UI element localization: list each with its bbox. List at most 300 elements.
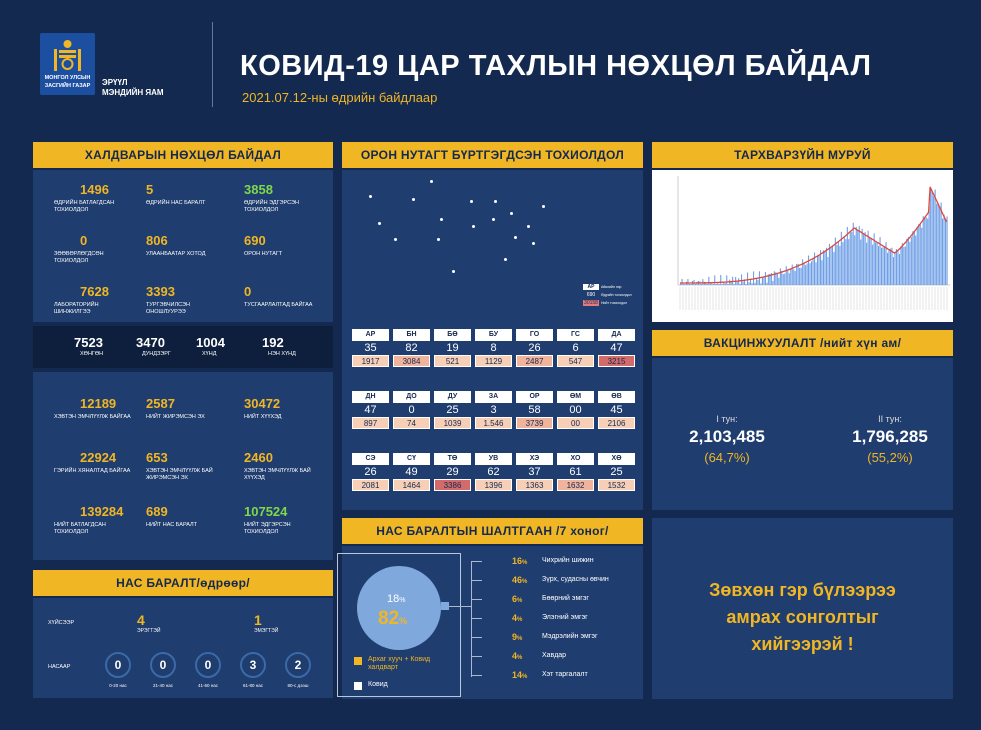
curve-bar bbox=[689, 284, 690, 285]
ministry-name-line1: ЭРҮҮЛ bbox=[102, 78, 128, 87]
dose2-value: 1,796,285 bbox=[852, 427, 928, 446]
curve-bar bbox=[845, 239, 846, 285]
curve-bar bbox=[717, 283, 718, 285]
stat-value: 30472 bbox=[244, 396, 281, 411]
curve-bar bbox=[798, 264, 799, 285]
curve-bar bbox=[945, 219, 946, 285]
region-code: ӨВ bbox=[598, 391, 635, 403]
stat-label: ТУСГААРЛАЛТАД БАЙГАА bbox=[244, 302, 313, 308]
male-deaths-label: ЭРЭГТЭЙ bbox=[137, 628, 161, 634]
region-total: 1917 bbox=[352, 355, 389, 367]
stat-value: 5 bbox=[146, 182, 154, 197]
curve-bar bbox=[830, 248, 831, 285]
cause-percent bbox=[512, 670, 538, 680]
cause-percent bbox=[512, 594, 538, 604]
curve-bar bbox=[728, 284, 729, 285]
curve-bar bbox=[711, 283, 712, 285]
stat-item bbox=[244, 396, 334, 421]
region-daily: 8 bbox=[490, 342, 497, 354]
region-total: 1632 bbox=[557, 479, 594, 491]
stat-label: ӨДРИЙН НАС БАРАЛТ bbox=[146, 200, 206, 206]
stat-item bbox=[54, 396, 144, 421]
region-daily: 0 bbox=[408, 404, 415, 416]
region-daily: 19 bbox=[446, 342, 459, 354]
curve-bar bbox=[939, 207, 940, 285]
region-cell bbox=[434, 453, 471, 491]
cause-label: Зүрх, судасны өвчин bbox=[542, 576, 609, 583]
curve-bar bbox=[722, 284, 723, 285]
region-total: 00 bbox=[557, 417, 594, 429]
curve-bar bbox=[897, 250, 898, 285]
region-cell bbox=[475, 329, 512, 367]
stat-label: НИЙТ НАС БАРАЛТ bbox=[146, 522, 198, 528]
region-code: ДО bbox=[393, 391, 430, 403]
stat-value: 3393 bbox=[146, 284, 175, 299]
curve-bar bbox=[926, 217, 927, 285]
region-code: ОР bbox=[516, 391, 553, 403]
stat-label: НИЙТ ЖИРЭМСЭН ЭХ bbox=[146, 414, 205, 420]
region-total: 3215 bbox=[598, 355, 635, 367]
cause-percent bbox=[512, 632, 538, 642]
curve-bar bbox=[854, 235, 855, 285]
region-code: УВ bbox=[475, 453, 512, 465]
region-total: 2106 bbox=[598, 417, 635, 429]
cause-branch-line bbox=[472, 561, 482, 562]
region-code: ӨМ bbox=[557, 391, 594, 403]
stat-value: 2460 bbox=[244, 450, 273, 465]
severity-value: 192 bbox=[262, 335, 284, 350]
curve-bar bbox=[875, 243, 876, 286]
cause-percent bbox=[512, 556, 538, 566]
curve-bar bbox=[938, 203, 939, 285]
region-code: ТӨ bbox=[434, 453, 471, 465]
curve-bar bbox=[784, 274, 785, 285]
curve-bar bbox=[893, 257, 894, 285]
region-daily: 58 bbox=[528, 404, 541, 416]
dose1-percent: (64,7%) bbox=[704, 450, 750, 465]
curve-bar bbox=[851, 232, 852, 285]
curve-bar bbox=[884, 247, 885, 285]
cause-branch-line bbox=[472, 580, 482, 581]
curve-bar bbox=[918, 224, 919, 285]
curve-bar bbox=[921, 228, 922, 285]
age-group-label: 21-40 нас bbox=[153, 683, 173, 688]
region-total: 897 bbox=[352, 417, 389, 429]
region-daily: 49 bbox=[405, 466, 418, 478]
curve-bar bbox=[790, 269, 791, 285]
region-cell bbox=[557, 391, 594, 429]
regions-panel-title: ОРОН НУТАГТ БҮРТГЭГДСЭН ТОХИОЛДОЛ bbox=[342, 142, 643, 168]
curve-bar bbox=[804, 264, 805, 286]
curve-bar bbox=[740, 284, 741, 285]
region-code: БУ bbox=[475, 329, 512, 341]
curve-bar bbox=[805, 265, 806, 285]
region-cell bbox=[475, 391, 512, 429]
cause-percent-number: 14 bbox=[512, 670, 523, 680]
curve-bar bbox=[682, 279, 683, 285]
curve-bar bbox=[842, 242, 843, 285]
legend-covid-label: Ковид bbox=[368, 681, 388, 688]
message-line1: Зөвхөн гэр бүлээрээ bbox=[709, 580, 896, 600]
region-total: 3084 bbox=[393, 355, 430, 367]
cause-percent-number: 16 bbox=[512, 556, 523, 566]
age-group-label: 80-с дээш bbox=[287, 683, 309, 688]
curve-bar bbox=[833, 252, 834, 285]
curve-bar bbox=[906, 239, 907, 285]
stat-value: 0 bbox=[80, 233, 88, 248]
curve-bar bbox=[765, 272, 766, 285]
curve-bar bbox=[933, 196, 934, 285]
curve-bar bbox=[750, 280, 751, 285]
curve-bar bbox=[716, 284, 717, 285]
pie-small-value bbox=[387, 593, 405, 605]
curve-bar bbox=[824, 251, 825, 285]
stat-value: 139284 bbox=[80, 504, 124, 519]
curve-panel-title: ТАРХВАРЗҮЙН МУРУЙ bbox=[652, 142, 953, 168]
curve-bar bbox=[857, 230, 858, 285]
severity-value: 1004 bbox=[196, 335, 225, 350]
stat-item bbox=[54, 182, 144, 213]
region-daily: 29 bbox=[446, 466, 459, 478]
curve-bar bbox=[810, 263, 811, 285]
pie-large-unit: % bbox=[399, 616, 408, 626]
cause-branch-line bbox=[472, 637, 482, 638]
curve-bar bbox=[872, 245, 873, 285]
org-name-line2: ЗАСГИЙН ГАЗАР bbox=[44, 83, 91, 89]
severity-item bbox=[196, 335, 256, 358]
region-total: 521 bbox=[434, 355, 471, 367]
curve-chart bbox=[652, 170, 953, 322]
region-code: ГС bbox=[557, 329, 594, 341]
age-group-label: 61-80 нас bbox=[243, 683, 263, 688]
stat-value: 689 bbox=[146, 504, 168, 519]
curve-bar bbox=[754, 283, 755, 285]
severity-label: ХӨНГӨН bbox=[80, 351, 104, 357]
stat-label: НИЙТ ХҮҮХЭД bbox=[244, 414, 282, 420]
region-daily: 25 bbox=[610, 466, 623, 478]
legend-code-box: АР bbox=[583, 284, 599, 290]
curve-bar bbox=[847, 227, 848, 285]
cause-percent-unit: % bbox=[522, 560, 528, 566]
stat-item bbox=[54, 504, 144, 535]
region-daily: 26 bbox=[364, 466, 377, 478]
female-deaths-label: ЭМЭГТЭЙ bbox=[254, 628, 279, 634]
curve-bar bbox=[707, 284, 708, 285]
region-code: ХО bbox=[557, 453, 594, 465]
cause-label: Хавдар bbox=[542, 652, 567, 659]
stat-label: НИЙТ ЭДГЭРСЭН ТОХИОЛДОЛ bbox=[244, 522, 291, 535]
stat-item bbox=[244, 182, 334, 213]
curve-bar bbox=[774, 271, 775, 285]
curve-bar bbox=[850, 231, 851, 285]
female-deaths-value: 1 bbox=[254, 612, 262, 628]
curve-bar bbox=[762, 277, 763, 285]
curve-bar bbox=[888, 250, 889, 285]
message-line2: амрах сонголтыг bbox=[726, 607, 879, 627]
curve-bar bbox=[947, 217, 948, 286]
curve-bar bbox=[911, 237, 912, 285]
curve-bar bbox=[856, 227, 857, 285]
curve-bar bbox=[783, 274, 784, 285]
legend-daily-text: Өдрийн тохиолдол bbox=[601, 293, 632, 297]
severity-item bbox=[262, 335, 322, 358]
curve-bar bbox=[920, 224, 921, 285]
curve-bar bbox=[781, 271, 782, 285]
curve-bar bbox=[869, 238, 870, 285]
region-code: ХӨ bbox=[598, 453, 635, 465]
region-cell bbox=[516, 329, 553, 367]
region-total: 1464 bbox=[393, 479, 430, 491]
region-daily: 37 bbox=[528, 466, 541, 478]
stat-value: 0 bbox=[244, 284, 252, 299]
stat-value: 107524 bbox=[244, 504, 288, 519]
cause-percent bbox=[512, 651, 538, 661]
cause-percent-number: 4 bbox=[512, 651, 518, 661]
stat-label: УЛААНБААТАР ХОТОД bbox=[146, 251, 206, 257]
curve-bar bbox=[685, 284, 686, 285]
region-total: 1129 bbox=[475, 355, 512, 367]
region-code: СЭ bbox=[352, 453, 389, 465]
curve-bar bbox=[883, 247, 884, 285]
region-legend bbox=[583, 284, 641, 306]
curve-bar bbox=[749, 282, 750, 285]
curve-bar bbox=[930, 188, 931, 285]
stat-value: 22924 bbox=[80, 450, 117, 465]
region-total: 1039 bbox=[434, 417, 471, 429]
cause-percent-unit: % bbox=[517, 655, 523, 661]
curve-bar bbox=[813, 259, 814, 285]
stat-value: 806 bbox=[146, 233, 168, 248]
stat-item bbox=[146, 396, 236, 421]
cause-label: Хэт таргалалт bbox=[542, 671, 588, 678]
curve-bar bbox=[756, 279, 757, 285]
curve-bar bbox=[942, 219, 943, 286]
stat-item bbox=[244, 284, 334, 309]
curve-bar bbox=[690, 284, 691, 285]
curve-bar bbox=[915, 236, 916, 285]
stat-label: ӨДРИЙН ЭДГЭРСЭН ТОХИОЛДОЛ bbox=[244, 200, 299, 213]
age-label: НАСААР bbox=[48, 664, 71, 670]
region-total: 1.546 bbox=[475, 417, 512, 429]
cause-percent-number: 46 bbox=[512, 575, 523, 585]
curve-bar bbox=[909, 242, 910, 285]
curve-bar bbox=[912, 231, 913, 285]
stat-item bbox=[146, 233, 236, 258]
severity-value: 3470 bbox=[136, 335, 165, 350]
region-daily: 3 bbox=[490, 404, 497, 416]
cause-percent bbox=[512, 575, 538, 585]
region-total: 3739 bbox=[516, 417, 553, 429]
curve-bar bbox=[903, 247, 904, 285]
curve-bar bbox=[900, 246, 901, 285]
curve-bar bbox=[917, 227, 918, 285]
severity-label: НЭН ХҮНД bbox=[268, 351, 296, 357]
vaccine-panel-title: ВАКЦИНЖУУЛАЛТ /нийт хүн ам/ bbox=[652, 330, 953, 356]
curve-bar bbox=[826, 248, 827, 285]
curve-bar bbox=[881, 248, 882, 285]
bracket-line bbox=[471, 561, 472, 677]
cause-percent-unit: % bbox=[517, 636, 523, 642]
region-daily: 82 bbox=[405, 342, 418, 354]
cause-percent bbox=[512, 613, 538, 623]
region-daily: 45 bbox=[610, 404, 623, 416]
stat-value: 7628 bbox=[80, 284, 109, 299]
age-deaths-circle: 2 bbox=[285, 652, 311, 678]
curve-bar bbox=[811, 261, 812, 285]
curve-bar bbox=[780, 268, 781, 285]
region-cell bbox=[434, 329, 471, 367]
curve-bar bbox=[737, 281, 738, 285]
curve-bar bbox=[760, 283, 761, 285]
age-deaths-circle: 0 bbox=[195, 652, 221, 678]
curve-bar bbox=[801, 268, 802, 285]
region-code: СҮ bbox=[393, 453, 430, 465]
region-code: ЗА bbox=[475, 391, 512, 403]
region-total: 2081 bbox=[352, 479, 389, 491]
stat-label: ӨДРИЙН БАТЛАГДСАН ТОХИОЛДОЛ bbox=[54, 200, 115, 213]
page-subtitle: 2021.07.12-ны өдрийн байдлаар bbox=[242, 90, 438, 105]
stat-value: 653 bbox=[146, 450, 168, 465]
region-cell bbox=[475, 453, 512, 491]
region-daily: 47 bbox=[610, 342, 623, 354]
curve-bar bbox=[902, 243, 903, 285]
curve-bar bbox=[860, 240, 861, 286]
curve-bar bbox=[766, 283, 767, 285]
curve-bar bbox=[821, 260, 822, 285]
stat-value: 2587 bbox=[146, 396, 175, 411]
curve-bar bbox=[725, 283, 726, 285]
stat-label: НИЙТ БАТЛАГДСАН ТОХИОЛДОЛ bbox=[54, 522, 106, 535]
stat-label: ГЭРИЙН ХЯНАЛТАД БАЙГАА bbox=[54, 468, 131, 474]
curve-bar bbox=[932, 191, 933, 285]
curve-bar bbox=[908, 237, 909, 285]
region-daily: 25 bbox=[446, 404, 459, 416]
region-total: 547 bbox=[557, 355, 594, 367]
curve-bar bbox=[819, 255, 820, 285]
curve-bar bbox=[914, 231, 915, 285]
region-total: 2487 bbox=[516, 355, 553, 367]
curve-bar bbox=[878, 246, 879, 285]
org-name-line1: МОНГОЛ УЛСЫН bbox=[44, 75, 91, 81]
stat-value: 3858 bbox=[244, 182, 273, 197]
curve-bar bbox=[714, 275, 715, 285]
curve-bar bbox=[944, 215, 945, 286]
cause-branch-line bbox=[472, 656, 482, 657]
region-cell bbox=[393, 453, 430, 491]
curve-bar bbox=[799, 268, 800, 285]
curve-bar bbox=[808, 256, 809, 286]
curve-bars bbox=[680, 188, 948, 285]
stat-item bbox=[244, 450, 334, 481]
region-cell bbox=[352, 453, 389, 491]
region-cell bbox=[434, 391, 471, 429]
curve-bar bbox=[905, 246, 906, 285]
curve-bar bbox=[863, 233, 864, 285]
dose1-value: 2,103,485 bbox=[689, 427, 765, 446]
curve-bar bbox=[823, 250, 824, 285]
severity-item bbox=[136, 335, 196, 358]
cause-branch-line bbox=[472, 599, 482, 600]
stat-item bbox=[146, 504, 236, 529]
age-deaths-circle: 0 bbox=[150, 652, 176, 678]
stat-item bbox=[146, 284, 236, 315]
region-code: АР bbox=[352, 329, 389, 341]
curve-bar bbox=[853, 223, 854, 285]
curve-bar bbox=[887, 253, 888, 285]
curve-bar bbox=[713, 284, 714, 285]
pie-connector-box bbox=[441, 602, 449, 610]
severity-label: ХҮНД bbox=[202, 351, 217, 357]
region-cell bbox=[393, 391, 430, 429]
curve-bar bbox=[866, 243, 867, 285]
region-total: 74 bbox=[393, 417, 430, 429]
cause-label: Чихрийн шижин bbox=[542, 557, 594, 564]
stat-value: 690 bbox=[244, 233, 266, 248]
cause-label: Элэгний эмгэг bbox=[542, 614, 588, 621]
deaths-panel-title: НАС БАРАЛТ/өдрөөр/ bbox=[33, 570, 333, 596]
region-daily: 35 bbox=[364, 342, 377, 354]
pie-large-value bbox=[378, 608, 407, 630]
severity-value: 7523 bbox=[74, 335, 103, 350]
region-daily: 61 bbox=[569, 466, 582, 478]
curve-bar bbox=[683, 284, 684, 285]
curve-bar bbox=[708, 277, 709, 285]
severity-item bbox=[74, 335, 134, 358]
curve-bar bbox=[710, 284, 711, 285]
age-deaths-circle: 3 bbox=[240, 652, 266, 678]
pie-connector-line bbox=[449, 606, 471, 607]
cause-branch-line bbox=[472, 675, 482, 676]
curve-bar bbox=[941, 203, 942, 286]
curve-bar bbox=[720, 275, 721, 285]
cause-percent-unit: % bbox=[522, 579, 528, 585]
gender-label: ХҮЙСЭЭР bbox=[48, 620, 75, 626]
government-logo bbox=[40, 33, 95, 95]
curve-bar bbox=[807, 264, 808, 286]
region-code: БӨ bbox=[434, 329, 471, 341]
curve-bar bbox=[868, 231, 869, 285]
region-daily: 26 bbox=[528, 342, 541, 354]
curve-x-ticks bbox=[680, 287, 947, 310]
dose2-label: II тун: bbox=[878, 414, 902, 424]
age-group-label: 41-60 нас bbox=[198, 683, 218, 688]
curve-bar bbox=[789, 273, 790, 285]
region-cell bbox=[352, 329, 389, 367]
curve-bar bbox=[927, 219, 928, 285]
curve-bar bbox=[795, 271, 796, 285]
curve-bar bbox=[862, 229, 863, 285]
curve-bar bbox=[896, 249, 897, 285]
curve-bar bbox=[832, 245, 833, 285]
pie-small-number: 18 bbox=[387, 593, 400, 605]
curve-bar bbox=[865, 232, 866, 285]
region-cell bbox=[557, 453, 594, 491]
region-daily: 6 bbox=[572, 342, 579, 354]
cause-label: Бөөрний эмгэг bbox=[542, 595, 589, 602]
curve-bar bbox=[899, 254, 900, 285]
dose1-label: I тун: bbox=[716, 414, 738, 424]
stat-item bbox=[244, 233, 334, 258]
header-divider bbox=[212, 22, 213, 107]
curve-bar bbox=[787, 270, 788, 285]
ministry-name-line2: МЭНДИЙН ЯАМ bbox=[102, 88, 164, 97]
region-total: 1532 bbox=[598, 479, 635, 491]
curve-bar bbox=[786, 266, 787, 285]
stat-item bbox=[244, 504, 334, 535]
pie-large-number: 82 bbox=[378, 608, 400, 629]
curve-bar bbox=[848, 239, 849, 285]
stat-label: ХЭВТЭН ЭМЧЛҮҮЛЖ БАЙГАА bbox=[54, 414, 131, 420]
